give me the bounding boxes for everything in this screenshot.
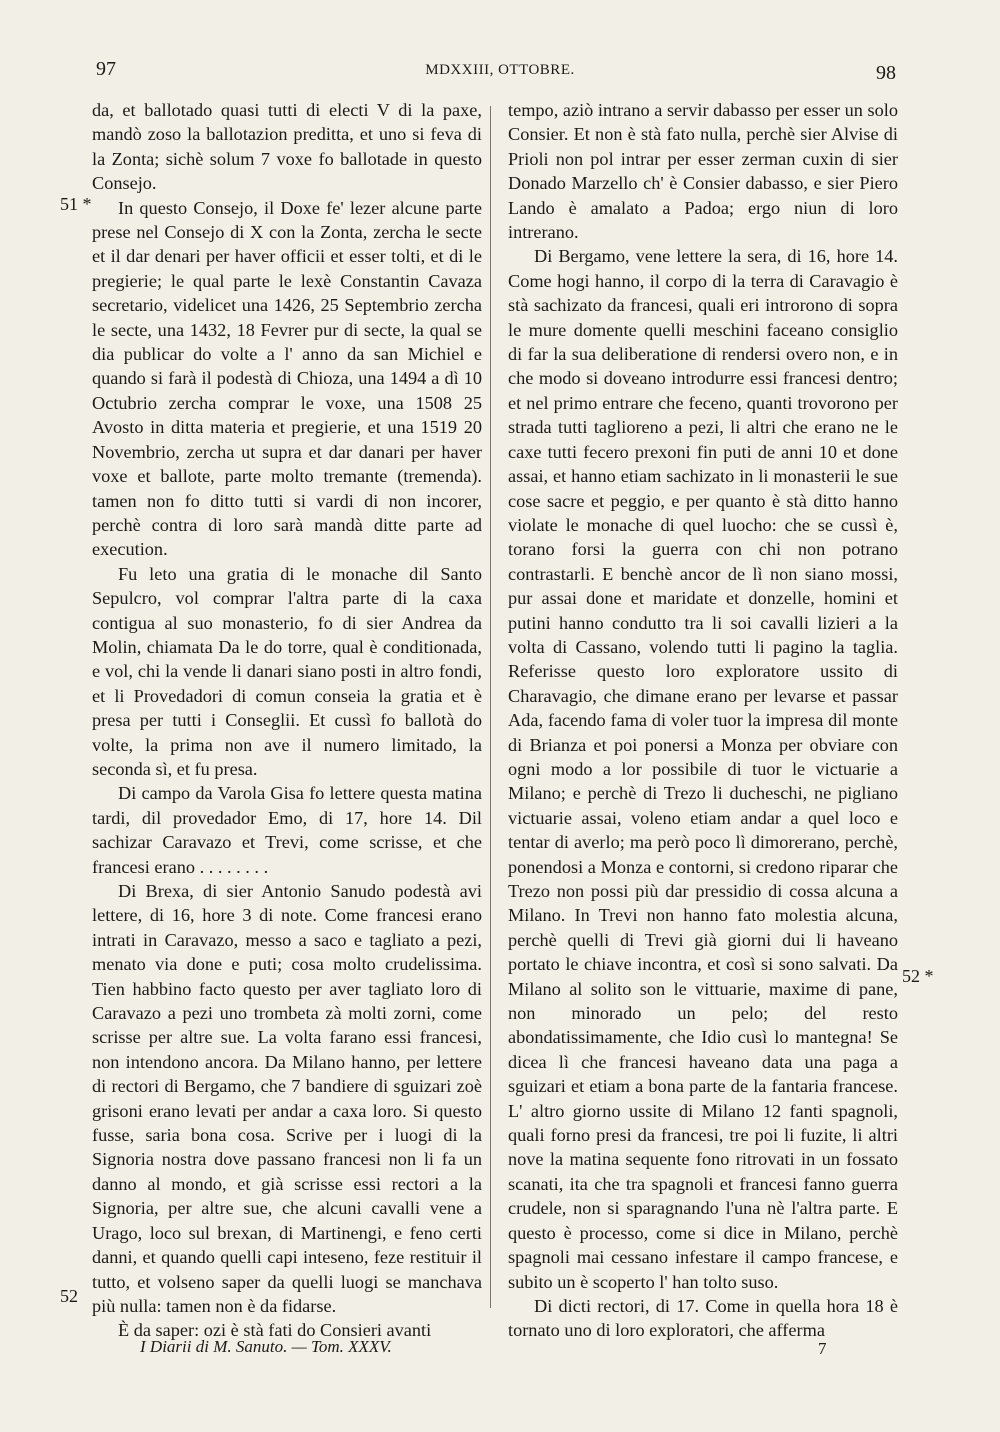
column-divider	[490, 106, 491, 1308]
running-title: MDXXIII, OTTOBRE.	[425, 62, 575, 78]
paragraph: In questo Consejo, il Doxe fe' lezer alcune parte prese nel Consejo di X con la Zonta, zercha le secte et il dar denari per haver officii et esser tolti, et di le pregierie; le qual parte le lexè Constantin Cavaza secretario, videlicet una 1426, 25 Septembrio zercha le secte, una 1432, 18 Fevrer pur di secte, la qual se dia publicar do volte a l' anno da san Michiel e quando si farà il podestà di Chioza, una 1494 a dì 10 Octubrio zercha comprar le voxe, una 1508 25 Avosto in ditta materia et pregierie, et una 1519 20 Novembrio, zercha ut supra et dar danari per haver voxe et ballote, parte molto tremante (tremenda). tamen non fo ditto tutti si vardi di non incorer, perchè contra di loro sarà mandà ditte parte ad execution.	[92, 197, 482, 560]
right-column	[508, 98, 898, 1343]
left-column	[92, 98, 482, 1343]
paragraph: Di Brexa, di sier Antonio Sanudo podestà avi lettere, di 16, hore 3 di note. Come francesi erano intrati in Caravazo, messo a saco e tagliato a pezi, menato via done e puti; cosa molto crudelissima. Tien habbino facto questo per aver tagliato loro di Caravazo a pezi uno trombeta zà molti zorni, come scrisse per altre sue. La volta farano essi francesi, non intendono ancora. Da Milano hanno, per lettere di rectori di Bergamo, che 7 bandiere di sguizari zoè grisoni erano levati per andar a caxa loro. Si questo fusse, saria bona cosa. Scrive per i luogi di la Signoria nostra dove passano francesi non li fa un danno al mondo, et già scrisse essi rectori a la Signoria, per altre sue, che alcuni cavalli vene a Urago, loco sul brexan, di Martinengi, e feno certi danni, et quando quelli capi inteseno, feze restituir il tutto, et volseno saper da quelli luogi se manchava più nulla: tamen non è da fidarse.	[92, 881, 482, 1316]
paragraph: tempo, aziò intrano a servir dabasso per esser un solo Consier. Et non è stà fato nulla, perchè sier Alvise di Prioli non pol intrar per esser zerman cuxin di sier Donado Marzello ch' è Consier dabasso, e sier Piero Lando è amalato a Padoa; ergo niun di loro intrerano.	[508, 100, 898, 243]
paragraph: Di dicti rectori, di 17. Come in quella hora 18 è tornato uno di loro exploratori, che afferma	[508, 1295, 898, 1341]
paragraph: Di campo da Varola Gisa fo lettere questa matina tardi, dil provedador Emo, di 17, hore 14. Dil sachizar Caravazo et Trevi, come scrisse, et che francesi erano . . . . . . . .	[92, 783, 482, 877]
paragraph: Di Bergamo, vene lettere la sera, di 16, hore 14. Come hogi hanno, il corpo di la terra di Caravagio è stà sachizato da francesi, quali eri introrono di sopra le mure domente quelli meschini faceano consiglio di far la sua deliberatione di rendersi overo non, e in che modo si doveano introdurre essi francesi dentro; et nel primo entrare che feceno, quanti trovorono per strada tutti taglioreno a pezi, li altri che erano ne le caxe tutti fecero prexoni fin puti de anni 10 et done assai, et hanno etiam sachizato in li monasterii le sue cose sacre et peggio, e per quanto è stà ditto hanno violate le monache di quel luocho: che se cussì è, torano forsi la guerra con chi non potrano contrastarli. E benchè ancor de lì non siano mossi, pur assai done et maridate et donzelle, homini et putini hanno condutto tra li soi cavalli lizieri a la volta di Cassano, volendo tutti li pagino la taglia. Referisse questo loro exploratore ussito di Charavagio, che dimane erano per levarse et passar Ada, facendo fama di voler tuor la impresa dil monte di Brianza et poi ponersi a Monza per obviare con ogni modo a lor possibile di tuor le victuarie a Milano; e perchè di Trezo li ducheschi, ne pigliano victuarie assai, voleno etiam andar a quel loco e tentar di averlo; ma però poco lì dimorerano, perchè, ponendosi a Monza e contorni, si credono riparar che Trezo non possi più dar pressidio di cossa alcuna a Milano. In Trevi non hanno fato molestia alcuna, perchè quelli di Trevi già giorni dui li haveano portato le chiave incontra, et così si sono salvati. Da Milano al solito son le vittuarie, maxime di pane, non minorado un pelo; del resto abondatissimamente, che Idio cusì lo mantegna! Se dicea lì che francesi haveano data una paga a sguizari et etiam a bona parte de la fantaria francese. L' altro giorno ussite di Milano 12 fanti spagnoli, quali forno presi da francesi, tre poi li fuzite, li altri nove la matina sequente fono ritrovati in un fossato scanati, ita che tra spagnoli et francesi fanno guerra crudele, non si sparagnando l'una nè l'altra parte. E questo è processo, come si dice in Milano, perchè spagnoli mai cessano infestare il campo francese, e subito un è scoperto l' han tolto suso.	[508, 246, 898, 1292]
margin-note-left-51: 51 *	[60, 194, 92, 214]
page-number-right: 98	[876, 62, 896, 84]
margin-note-left-52: 52	[60, 1286, 78, 1306]
signature-mark: 7	[818, 1339, 827, 1358]
paragraph: da, et ballotado quasi tutti di electi V di la paxe, mandò zoso la ballotazion preditta, et uno si feva di la Zonta; sichè solum 7 voxe fo ballotade in questo Consejo.	[92, 100, 482, 194]
margin-note-right-52: 52 *	[902, 966, 934, 986]
footer-source: I Diarii di M. Sanuto. — Tom. XXXV.	[140, 1337, 392, 1356]
page-number-left: 97	[96, 58, 116, 80]
paragraph: Fu leto una gratia di le monache dil Santo Sepulcro, vol comprar l'altra parte di la caxa contigua al suo monasterio, fo di sier Andrea da Molin, chiamata Da le do torre, qual è conditionada, e vol, chi la vende li danari siano posti in altro fondi, et li Provedadori di comun conseia la gratia et è presa per tutti i Conseglii. Et cussì fo ballotà do volte, la prima non ave il numero limitado, la seconda sì, et fu presa.	[92, 563, 482, 779]
paragraph: È da saper: ozi è stà fati do Consieri avanti	[118, 1320, 432, 1341]
